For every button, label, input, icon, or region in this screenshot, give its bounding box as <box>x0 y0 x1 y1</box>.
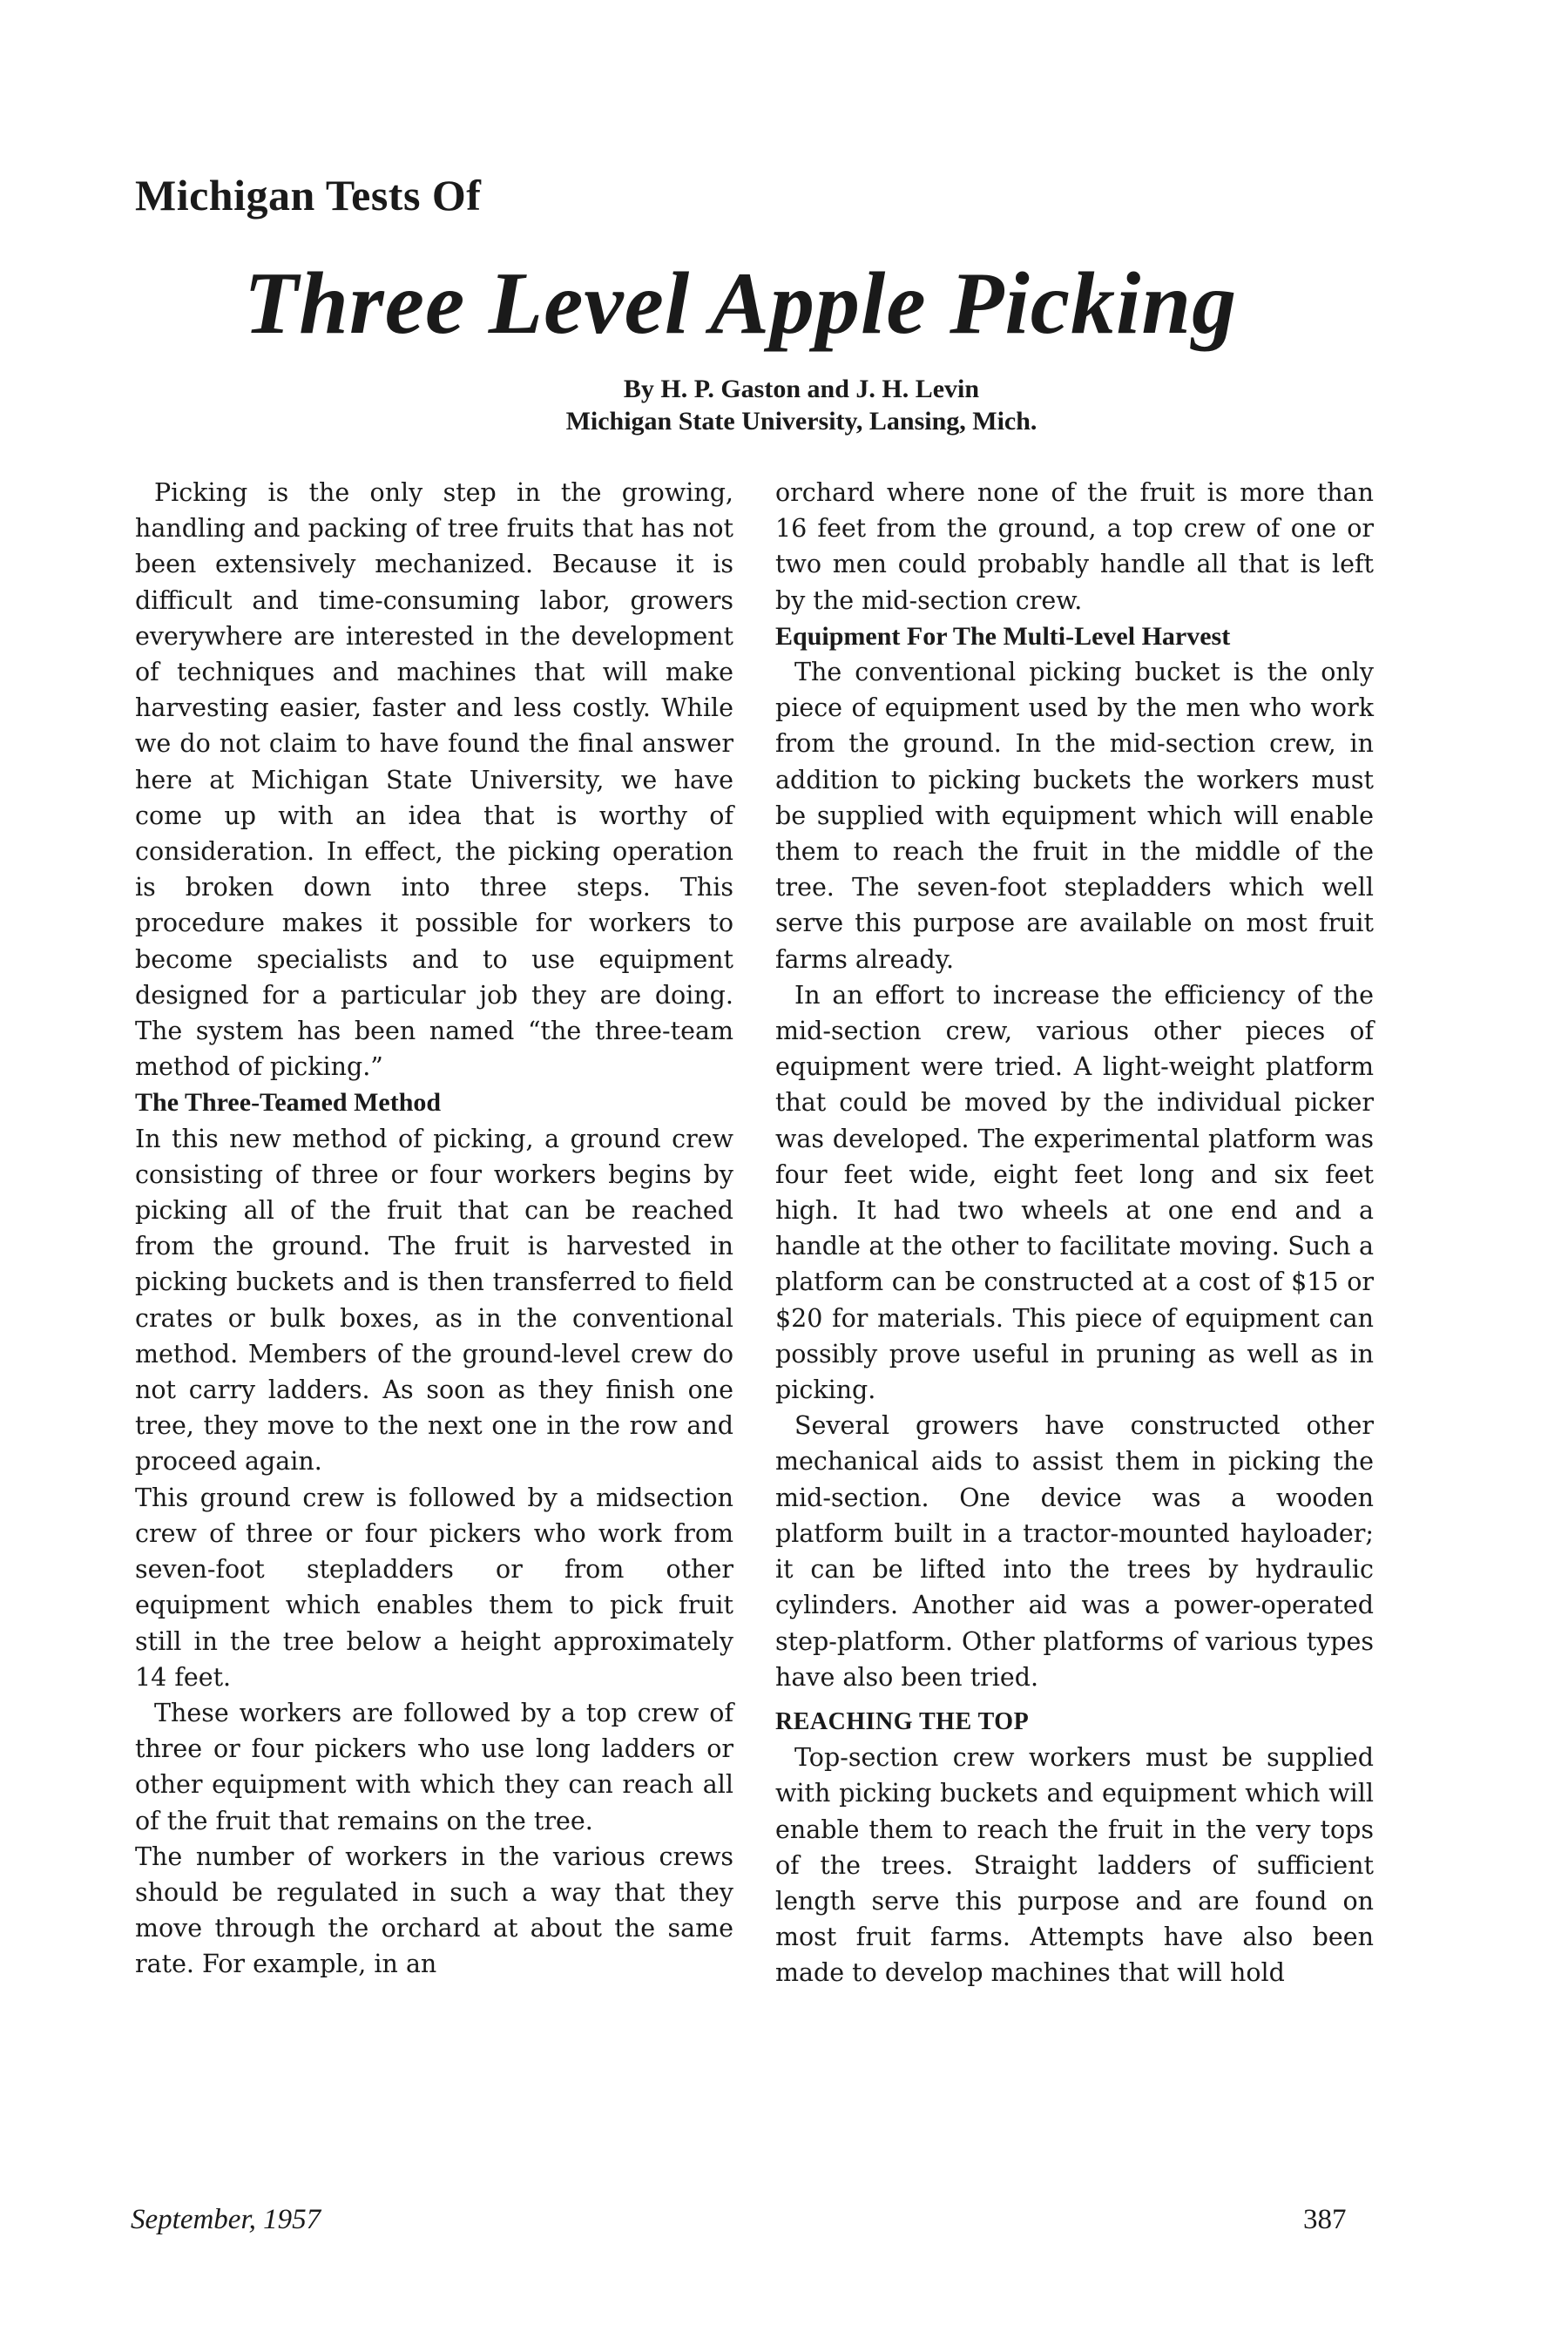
kicker-title: Michigan Tests Of <box>135 171 482 220</box>
paragraph: The conventional picking bucket is the only piece of equipment used by the men who work from the ground. In the mid-section crew, in addition to picking buckets the workers must be supplied with equipment which will enable them to reach the fruit in the middle of the tree. The seven-foot stepladders which well serve this purpose are available on most fruit farms already. <box>775 658 1374 974</box>
byline <box>0 373 1568 437</box>
article-title: Three Level Apple Picking <box>244 254 1238 353</box>
footer-date: September, 1957 <box>131 2204 321 2235</box>
paragraph: This ground crew is followed by a midsection crew of three or four pickers who work from seven-foot stepladders or from other equipment which enables them to pick fruit still in the tree below a height approximately 14 feet. <box>135 1483 733 1692</box>
paragraph: orchard where none of the fruit is more than 16 feet from the ground, a top crew of one or two men could probably handle all that is left by the mid-section crew. <box>775 478 1374 615</box>
paragraph: Top-section crew workers must be supplied with picking buckets and equipment which will enable them to reach the fruit in the very tops of the trees. Straight ladders of sufficient length serve this purpose and are found on most fruit farms. Attempts have also been made to develop machines that will hold <box>775 1743 1374 1988</box>
paragraph: These workers are followed by a top crew of three or four pickers who use long ladders or other equipment with which they can reach all of the fruit that remains on the tree. <box>135 1698 733 1835</box>
paragraph: Picking is the only step in the growing, handling and packing of tree fruits that has not been extensively mechanized. Because it is difficult and time-consuming labor, growers everywhere are interested in the development of techniques and machines that will make harvesting easier, faster and less costly. While we do not claim to have found the final answer here at Michigan State University, we have come up with an idea that is worthy of consideration. In effect, the picking operation is broken down into three steps. This procedure makes it possible for workers to become specialists and to use equipment designed for a particular job they are doing. The system has been named “the three-team method of picking.” <box>135 478 733 1082</box>
paragraph: Several growers have constructed other mechanical aids to assist them in picking the mid-section. One device was a wooden platform built in a tractor-mounted hayloader; it can be lifted into the trees by hydraulic cylinders. Another aid was a power-operated step-platform. Other platforms of various types have also been tried. <box>775 1411 1374 1692</box>
page-number: 387 <box>1303 2204 1347 2235</box>
paragraph: In this new method of picking, a ground crew consisting of three or four workers begins by picking all of the fruit that can be reached from the ground. The fruit is harvested in picking buckets and is then transferred to field crates or bulk boxes, as in the conventional method. Members of the ground-level crew do not carry ladders. As soon as they finish one tree, they move to the next one in the row and proceed again. <box>135 1124 733 1477</box>
left-column <box>135 475 733 1983</box>
byline-affiliation: Michigan State University, Lansing, Mich. <box>565 407 1037 436</box>
right-column <box>775 475 1374 1991</box>
paragraph: In an effort to increase the efficiency of the mid-section crew, various other pieces of equipment were tried. A light-weight platform that could be moved by the individual picker was developed. The experimental platform was four feet wide, eight feet long and six feet high. It had two wheels at one end and a handle at the other to facilitate moving. Such a platform can be constructed at a cost of $15 or $20 for materials. This piece of equipment can possibly prove useful in pruning as well as in picking. <box>775 980 1374 1405</box>
section-heading: REACHING THE TOP <box>775 1707 1030 1735</box>
byline-authors: By H. P. Gaston and J. H. Levin <box>623 375 980 403</box>
paragraph: The number of workers in the various crews should be regulated in such a way that they move through the orchard at about the same rate. For example, in an <box>135 1842 733 1979</box>
section-heading: The Three-Teamed Method <box>135 1088 442 1118</box>
section-heading: Equipment For The Multi-Level Harvest <box>775 621 1231 651</box>
